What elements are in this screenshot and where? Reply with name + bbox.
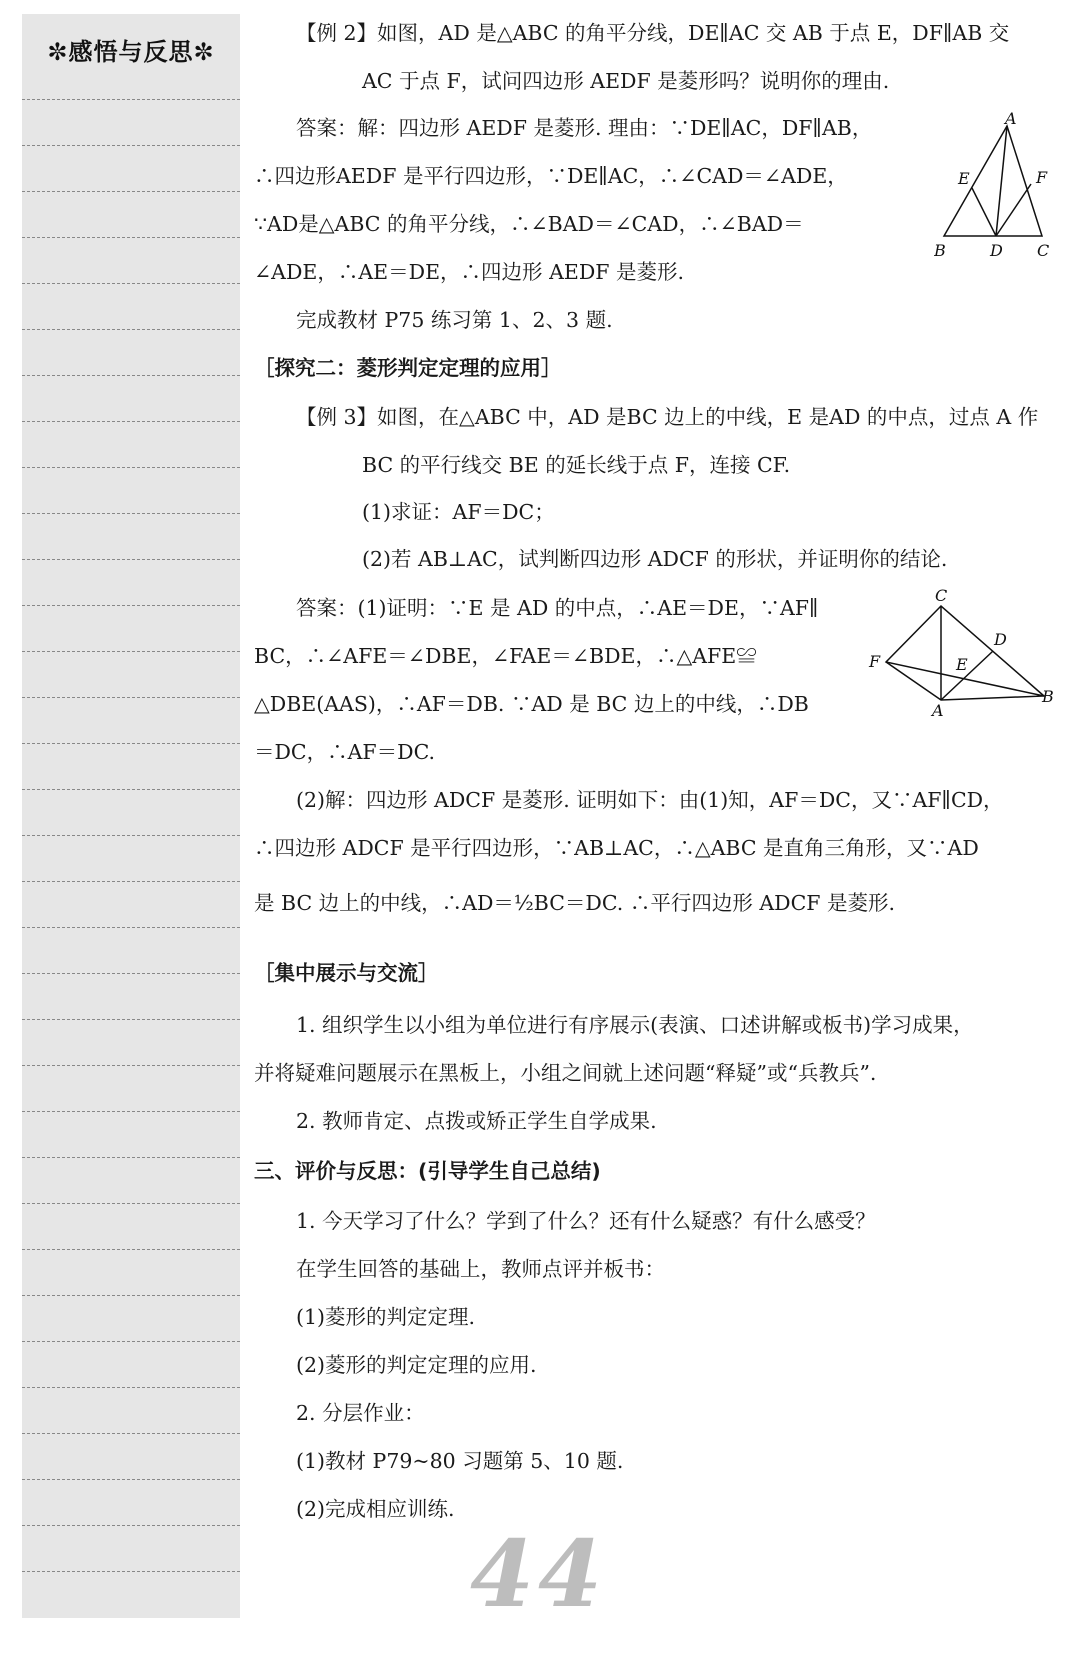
writing-line: [22, 1157, 240, 1158]
writing-line: [22, 1065, 240, 1066]
writing-line: [22, 237, 240, 238]
writing-line: [22, 835, 240, 836]
writing-line: [22, 191, 240, 192]
writing-line: [22, 605, 240, 606]
board-note-2: (2)菱形的判定定理的应用.: [296, 1353, 537, 1377]
homework-heading: 2. 分层作业：: [296, 1401, 425, 1425]
example-3-answer-line: ＝DC，∴AF＝DC.: [254, 740, 436, 764]
fig2-label-a: A: [932, 701, 944, 718]
writing-line: [22, 973, 240, 974]
writing-line: [22, 789, 240, 790]
example-3-answer-line: 是 BC 边上的中线，∴AD＝½BC＝DC. ∴平行四边形 ADCF 是菱形.: [254, 891, 896, 915]
example-2-answer-line: ∴四边形AEDF 是平行四边形，∵DE∥AC，∴∠CAD＝∠ADE，: [254, 164, 848, 188]
fig1-label-a: A: [1005, 112, 1017, 128]
showcase-item-1-cont: 并将疑难问题展示在黑板上，小组之间就上述问题“释疑”或“兵教兵”.: [254, 1061, 877, 1085]
writing-line: [22, 1571, 240, 1572]
homework-item-2: (2)完成相应训练.: [296, 1497, 455, 1521]
writing-line: [22, 1295, 240, 1296]
example-2-answer: 答案：解：四边形 AEDF 是菱形. 理由：∵DE∥AC，DF∥AB，: [296, 116, 873, 140]
writing-line: [22, 1387, 240, 1388]
writing-line: [22, 329, 240, 330]
writing-line: [22, 1019, 240, 1020]
homework-item-1: (1)教材 P79~80 习题第 5、10 题.: [296, 1449, 624, 1473]
writing-line: [22, 1479, 240, 1480]
showcase-item-2: 2. 教师肯定、点拨或矫正学生自学成果.: [296, 1109, 657, 1133]
textbook-exercise-note: 完成教材 P75 练习第 1、2、3 题.: [296, 308, 613, 332]
writing-line: [22, 881, 240, 882]
example-2-question: 【例 2】如图，AD 是△ABC 的角平分线，DE∥AC 交 AB 于点 E，DF∥AB 交: [296, 21, 1010, 45]
section-heading-showcase: ［集中展示与交流］: [254, 961, 439, 985]
writing-line: [22, 559, 240, 560]
writing-line: [22, 1203, 240, 1204]
fig2-label-e: E: [956, 655, 968, 674]
writing-line: [22, 651, 240, 652]
fig2-label-d: D: [994, 630, 1007, 649]
figure-rhombus-adcf: [866, 588, 1056, 718]
writing-line: [22, 467, 240, 468]
writing-line: [22, 1249, 240, 1250]
fig2-label-b: B: [1042, 687, 1054, 706]
example-3-part-2: (2)若 AB⊥AC，试判断四边形 ADCF 的形状，并证明你的结论.: [362, 547, 948, 571]
section-heading-evaluation: 三、评价与反思：(引导学生自己总结): [254, 1159, 601, 1183]
writing-line: [22, 697, 240, 698]
example-3-answer: 答案：(1)证明：∵E 是 AD 的中点，∴AE＝DE，∵AF∥: [296, 596, 819, 620]
writing-line: [22, 1341, 240, 1342]
writing-line: [22, 99, 240, 100]
writing-line: [22, 283, 240, 284]
board-note-1: (1)菱形的判定定理.: [296, 1305, 476, 1329]
writing-line: [22, 1525, 240, 1526]
example-3-answer-line: △DBE(AAS)，∴AF＝DB. ∵AD 是 BC 边上的中线，∴DB: [254, 692, 809, 716]
example-2-answer-line: ∵AD是△ABC 的角平分线，∴∠BAD＝∠CAD，∴∠BAD＝: [254, 212, 804, 236]
showcase-item-1: 1. 组织学生以小组为单位进行有序展示(表演、口述讲解或板书)学习成果，: [296, 1013, 974, 1037]
writing-line: [22, 375, 240, 376]
writing-line: [22, 927, 240, 928]
section-heading-explore-2: ［探究二：菱形判定定理的应用］: [254, 356, 562, 380]
fig2-label-f: F: [869, 652, 881, 671]
example-3-question: 【例 3】如图，在△ABC 中，AD 是BC 边上的中线，E 是AD 的中点，过点 A 作: [296, 405, 1039, 429]
sidebar-title: ✼感悟与反思✼: [47, 38, 215, 66]
writing-line: [22, 1111, 240, 1112]
writing-line: [22, 513, 240, 514]
page-number: 44: [470, 1520, 607, 1628]
example-3-answer-line: ∴四边形 ADCF 是平行四边形，∵AB⊥AC，∴△ABC 是直角三角形，又∵AD: [254, 836, 979, 860]
example-2-answer-line: ∠ADE，∴AE＝DE，∴四边形 AEDF 是菱形.: [254, 260, 685, 284]
fig1-label-d: D: [990, 241, 1003, 260]
example-3-part-1: (1)求证：AF＝DC；: [362, 500, 555, 524]
fig2-label-c: C: [935, 588, 948, 605]
example-3-question-cont: BC 的平行线交 BE 的延长线于点 F，连接 CF.: [362, 453, 791, 477]
evaluation-note: 在学生回答的基础上，教师点评并板书：: [296, 1257, 665, 1281]
fig1-label-c: C: [1037, 241, 1050, 260]
example-2-question-cont: AC 于点 F，试问四边形 AEDF 是菱形吗？说明你的理由.: [362, 69, 890, 93]
example-3-answer-line: BC，∴∠AFE＝∠DBE，∠FAE＝∠BDE，∴△AFE≌: [254, 644, 757, 668]
writing-line: [22, 743, 240, 744]
fig1-label-e: E: [958, 169, 970, 188]
writing-line: [22, 145, 240, 146]
evaluation-item-1: 1. 今天学习了什么？学到了什么？还有什么疑惑？有什么感受？: [296, 1209, 876, 1233]
fig1-label-b: B: [934, 241, 946, 260]
reflection-sidebar: [22, 14, 240, 1618]
example-3-answer-part-2: (2)解：四边形 ADCF 是菱形. 证明如下：由(1)知，AF＝DC，又∵AF∥CD，: [296, 788, 1004, 812]
writing-line: [22, 421, 240, 422]
figure-rhombus-aedf: [934, 112, 1064, 262]
fig1-label-f: F: [1036, 168, 1048, 187]
writing-line: [22, 1433, 240, 1434]
main-content: [254, 0, 1060, 1662]
